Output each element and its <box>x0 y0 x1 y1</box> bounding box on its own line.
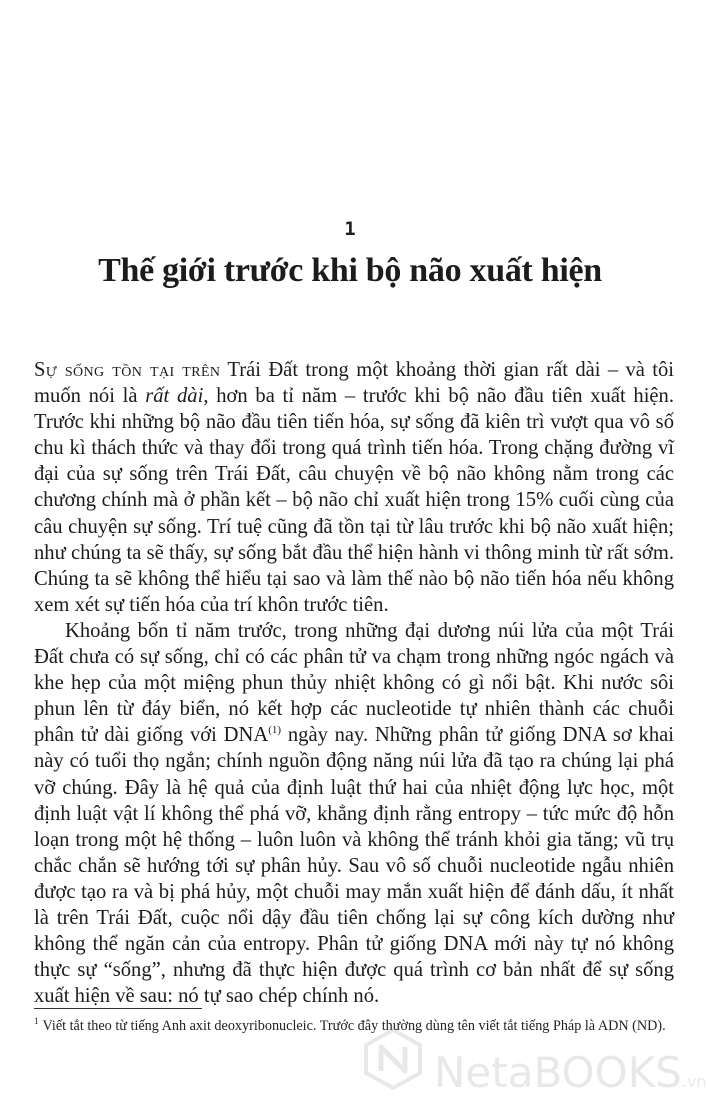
chapter-title: Thế giới trước khi bộ não xuất hiện <box>98 252 602 289</box>
body-text <box>34 357 674 1009</box>
watermark-suffix: .vn <box>681 1072 707 1091</box>
footnote-text: Viết tắt theo từ tiếng Anh axit deoxyribonucleic. Trước đây thường dùng tên viết tắt tiếng Pháp là ADN (ND). <box>42 1018 666 1034</box>
footnote-mark: 1 <box>34 1016 39 1027</box>
paragraph-2-part-b: ngày nay. Những phân tử giống DNA sơ khai này có tuổi thọ ngắn; chính nguồn động năng núi lửa đã tạo ra chúng lại phá vỡ chúng. Đây là hệ quả của định luật thứ hai của nhiệt động lực học, một định luật vật lí không thể phá vỡ, khẳng định rằng entropy – tức mức độ hỗn loạn trong một hệ thống – luôn luôn và không thể tránh khỏi gia tăng; vũ trụ chắc chắn sẽ hướng tới sự phân hủy. Sau vô số chuỗi nucleotide ngẫu nhiên được tạo ra và bị phá hủy, một chuỗi may mắn xuất hiện để đánh dấu, ít nhất là trên Trái Đất, cuộc nổi dậy đầu tiên chống lại sự công kích dường như không thể ngăn cản của entropy. Phân tử giống DNA mới này tự nó không thực sự “sống”, nhưng đã thực hiện được quá trình cơ bản nhất để sự sống xuất hiện về sau: nó tự sao chép chính nó. <box>34 724 675 1008</box>
emphasis-text: rất dài <box>145 385 204 408</box>
watermark-brand: NetaBOOKS <box>434 1048 682 1097</box>
netabooks-logo-icon <box>362 1028 424 1090</box>
footnote-reference[interactable]: (1) <box>268 724 282 737</box>
chapter-number: 1 <box>344 218 356 240</box>
paragraph-2 <box>34 618 674 1009</box>
paragraph-1 <box>34 357 674 618</box>
footnote-divider <box>34 1008 202 1009</box>
watermark-text <box>434 1048 707 1097</box>
paragraph-2-part-a: Khoảng bốn tỉ năm trước, trong những đại dương núi lửa của một Trái Đất chưa có sự sống, chỉ có các phân tử va chạm trong những ngóc ngách và khe hẹp của một miệng phun thủy nhiệt không có gì nổi bật. Khi nước sôi phun lên từ đáy biển, nó kết hợp các nucleotide tự nhiên thành các chuỗi phân tử dài giống với DNA <box>34 619 674 747</box>
paragraph-1-part-a: Trái Đất trong một khoảng thời gian rất dài – và tôi muốn nói là <box>34 359 674 408</box>
paragraph-1-part-b: , hơn ba tỉ năm – trước khi bộ não đầu tiên xuất hiện. Trước khi những bộ não đầu tiên tiến hóa, sự sống đã kiên trì vượt qua vô số chu kì thách thức và thay đổi trong quá trình tiến hóa. Trong chặng đường vĩ đại của sự sống trên Trái Đất, câu chuyện về bộ não không nằm trong các chương chính mà ở phần kết – bộ não chỉ xuất hiện trong 15% cuối cùng của câu chuyện sự sống. Trí tuệ cũng đã tồn tại từ lâu trước khi bộ não xuất hiện; như chúng ta sẽ thấy, sự sống bắt đầu thể hiện hành vi thông minh từ rất sớm. Chúng ta sẽ không thể hiểu tại sao và làm thế nào bộ não tiến hóa nếu không xem xét sự tiến hóa của trí khôn trước tiên. <box>34 385 674 616</box>
watermark <box>362 1024 707 1110</box>
paragraph-lead-in: Sự sống tồn tại trên <box>34 359 221 381</box>
